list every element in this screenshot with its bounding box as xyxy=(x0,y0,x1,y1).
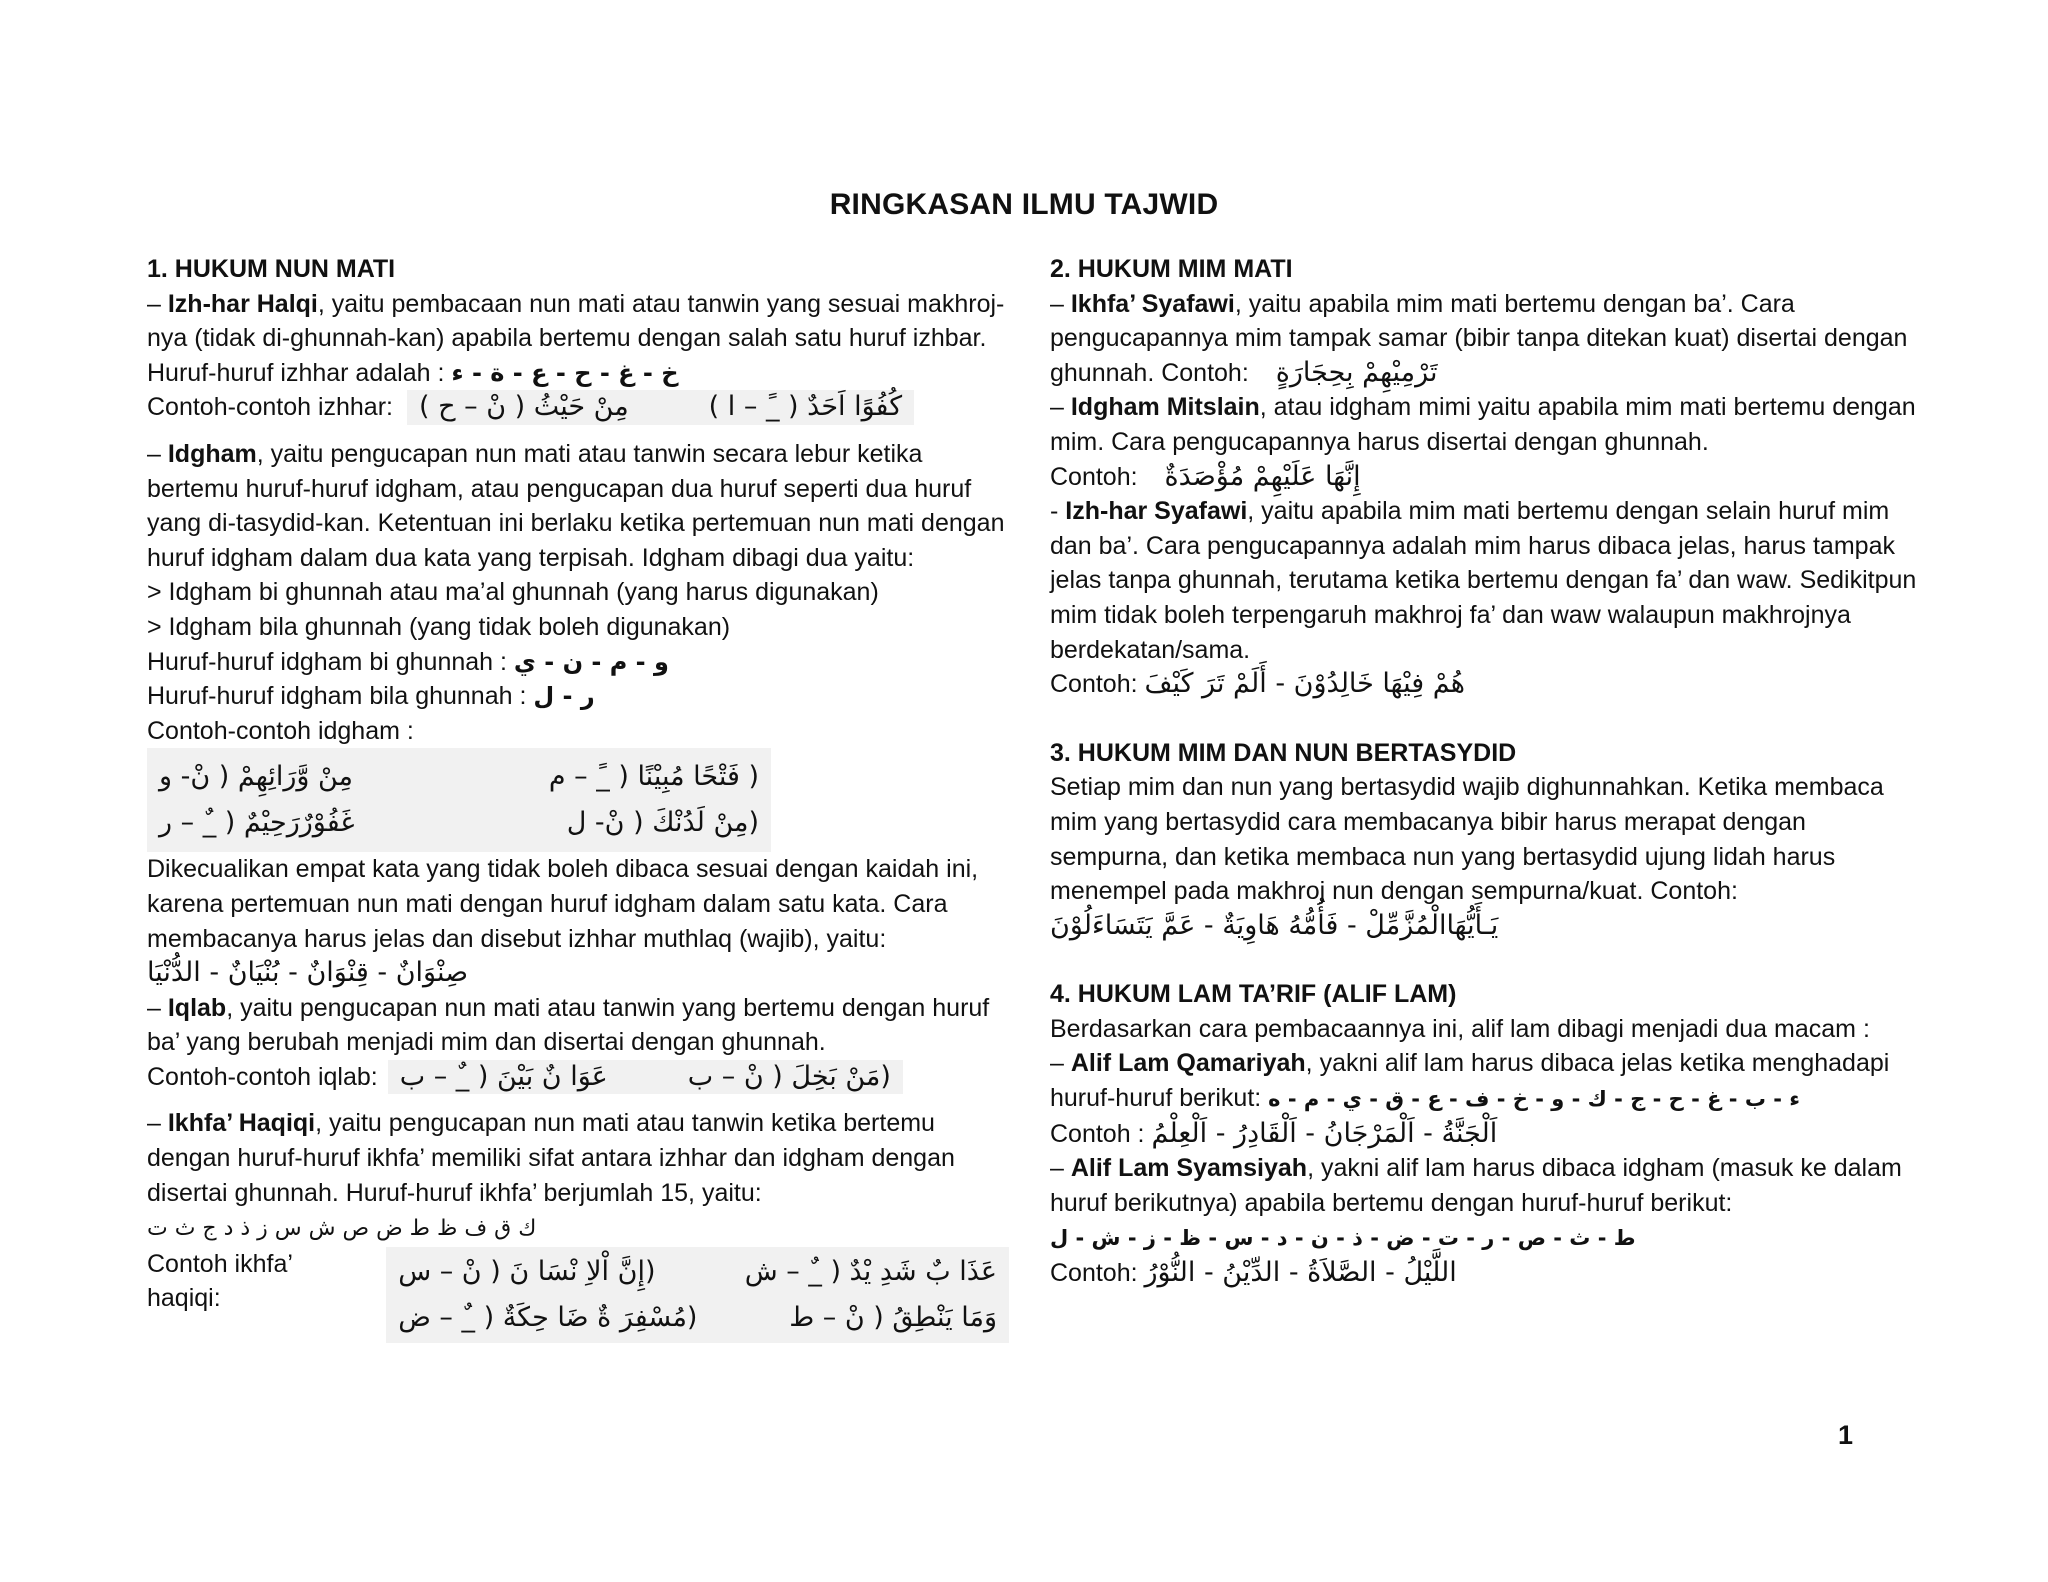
izhar-syafawi-paragraph: - Izh-har Syafawi, yaitu apabila mim mati bertemu dengan selain huruf mim dan ba’. Cara pengucapannya adalah mim harus dibaca jelas, harus tampak jelas tanpa ghunnah, terutama ketika bertemu dengan fa’ dan waw. Sedikitpun mim tidak boleh terpengaruh makhroj fa’ dan waw walaupun makhrojnya berdekatan/sama. xyxy=(1050,497,1917,664)
idgham-bila-ghunnah-line: Huruf-huruf idgham bila ghunnah : ر - ل xyxy=(147,679,1009,714)
izhar-examples-box xyxy=(407,390,914,425)
izhar-examples-line: Contoh-contoh izhhar: مِنْ حَيْثُ ( نْ – ح ) كُفُوًا اَحَدٌ ( _ً – ا ) xyxy=(147,390,1009,425)
syamsiyah-letters: ط - ث - ص - ر - ت - ض - ذ - ن - د - س - ظ - ز - ش - ل xyxy=(1050,1226,1636,1251)
ikhfa-examples-line: Contoh ikhfa’ haqiqi: (إِنَّ اْلاِ نْسَا نَ ( نْ – س عَذَا بٌ شَدِ يْدٌ ( _ٌ – ش (مُسْفِرَ ةٌ ضَا حِكَةٌ ( _ٌ – ض وَمَا يَنْطِقُ ( نْ – ط xyxy=(147,1247,1009,1343)
idgham-exception-words: صِنْوَانٌ - قِنْوَانٌ - بُنْيَانٌ - الدُّنْيَا xyxy=(147,957,469,989)
qamariyah-term: Alif Lam Qamariyah xyxy=(1070,1049,1306,1078)
syamsiyah-paragraph: – Alif Lam Syamsiyah, yakni alif lam harus dibaca idgham (masuk ke dalam huruf berikutnya) apabila bertemu dengan huruf-huruf berikut: xyxy=(1050,1154,1902,1217)
idgham-examples-box xyxy=(147,748,771,852)
idgham-example-3: غَفُوْرٌرَحِيْمٌ ( _ٌ – ر xyxy=(159,807,355,839)
idgham-example-4: (مِنْ لَدُنْكَ ( نْ- ل xyxy=(566,807,759,839)
syamsiyah-letters-line xyxy=(1050,1220,1930,1256)
bertasydid-example: يَـأَيُّهَاالْمُزَّمِّلْ - فَأُمُّهُ هَاوِيَةٌ - عَمَّ يَتَسَاءَلُوْنَ xyxy=(1050,909,1499,941)
ikhfa-example-4: وَمَا يَنْطِقُ ( نْ – ط xyxy=(789,1301,997,1333)
iqlab-example-2: (مَنْ بَخِلَ ( نْ – ب xyxy=(687,1060,891,1092)
idgham-term: Idgham xyxy=(167,439,257,468)
izhar-letters: خ - غ - ح - ع - ة - ء xyxy=(451,358,679,387)
idgham-bila-ghunnah-letters: ر - ل xyxy=(533,682,595,711)
page-number: 1 xyxy=(1838,1420,1854,1450)
bertasydid-example-line xyxy=(1050,909,1930,944)
idgham-paragraph: – Idgham, yaitu pengucapan nun mati atau tanwin secara lebur ketika bertemu huruf-huruf idgham, atau pengucapan dua huruf seperti dua huruf yang di-tasydid-kan. Ketentuan ini berlaku ketika pertemuan nun mati dengan huruf idgham dalam dua kata yang terpisah. Idgham dibagi dua yaitu: xyxy=(147,439,1005,572)
iqlab-paragraph: – Iqlab, yaitu pengucapan nun mati atau tanwin yang bertemu dengan huruf ba’ yang berubah menjadi mim dan disertai dengan ghunnah. xyxy=(147,993,990,1057)
ikhfa-syafawi-example: تَرْمِيْهِمْ بِحِجَارَةٍ xyxy=(1275,356,1438,388)
ikhfa-term: Ikhfa’ Haqiqi xyxy=(167,1109,316,1138)
ikhfa-syafawi-term: Ikhfa’ Syafawi xyxy=(1070,289,1235,318)
idgham-exception: Dikecualikan empat kata yang tidak boleh dibaca sesuai dengan kaidah ini, karena pertemuan nun mati dengan huruf idgham dalam satu kata. Cara membacanya harus jelas dan disebut izhhar muthlaq (wajib), yaitu: xyxy=(147,855,979,953)
izhar-term: Izh-har Halqi xyxy=(167,289,318,318)
izhar-syafawi-example-line: Contoh: هُمْ فِيْهَا خَالِدُوْنَ - أَلَمْ تَرَ كَيْفَ xyxy=(1050,667,1930,702)
izhar-syafawi-example: هُمْ فِيْهَا خَالِدُوْنَ - أَلَمْ تَرَ كَيْفَ xyxy=(1144,668,1465,700)
iqlab-examples-box xyxy=(388,1060,903,1095)
bertasydid-paragraph: Setiap mim dan nun yang bertasydid wajib dighunnahkan. Ketika membaca mim yang bertasydid cara membacanya bibir harus merapat dengan sempurna, dan ketika membaca nun yang bertasydid ujung lidah harus menempel pada makhroj nun dengan sempurna/kuat. Contoh: xyxy=(1050,773,1884,906)
ikhfa-syafawi-paragraph: – Ikhfa’ Syafawi, yaitu apabila mim mati bertemu dengan ba’. Cara pengucapannya mim tampak samar (bibir tanpa ditekan kuat) disertai dengan ghunnah. Contoh: تَرْمِيْهِمْ بِحِجَارَةٍ xyxy=(1050,287,1930,391)
idgham-mitslain-paragraph: – Idgham Mitslain, atau idgham mimi yaitu apabila mim mati bertemu dengan mim. Cara pengucapannya harus disertai dengan ghunnah. xyxy=(1050,393,1916,456)
idgham-mitslain-example: إِنَّهَا عَلَيْهِمْ مُؤْصَدَةٌ xyxy=(1164,460,1361,492)
idgham-mitslain-term: Idgham Mitslain xyxy=(1070,393,1260,422)
qamariyah-example-line: Contoh : اَلْجَنَّةُ - اَلْمَرْجَانُ - اَلْقَادِرُ - اَلْعِلْمُ xyxy=(1050,1117,1930,1152)
idgham-bi-ghunnah-letters: و - م - ن - ي xyxy=(513,647,669,676)
ikhfa-letters: ك ق ف ظ ط ض ص ش س ز ذ د ج ث ت xyxy=(147,1216,537,1242)
idgham-example-2: ( فَتْحًا مُبِيْنًا ( _ً – م xyxy=(548,761,759,793)
idgham-exception-words-line xyxy=(147,956,1009,991)
ikhfa-examples-box xyxy=(386,1247,1009,1343)
page-title: RINGKASAN ILMU TAJWID xyxy=(829,188,1219,221)
section-heading-bertasydid: 3. HUKUM MIM DAN NUN BERTASYDID xyxy=(1050,738,1517,767)
section-heading-mim-mati: 2. HUKUM MIM MATI xyxy=(1050,255,1293,283)
qamariyah-paragraph: – Alif Lam Qamariyah, yakni alif lam harus dibaca jelas ketika menghadapi huruf-huruf berikut: ء - ب - غ - ح - ج - ك - و - خ - ف - ع - ق - ي - م - ه xyxy=(1050,1046,1930,1116)
idgham-examples-label: Contoh-contoh idgham : xyxy=(147,716,414,745)
izhar-example-2: كُفُوًا اَحَدٌ ( _ً – ا ) xyxy=(708,391,903,423)
qamariyah-letters: ء - ب - غ - ح - ج - ك - و - خ - ف - ع - ق - ي - م - ه xyxy=(1268,1087,1801,1112)
izhar-syafawi-term: Izh-har Syafawi xyxy=(1065,497,1248,526)
iqlab-examples-line: Contoh-contoh iqlab: عَوَا نٌ بَيْنَ ( _ٌ – ب (مَنْ بَخِلَ ( نْ – ب xyxy=(147,1060,1009,1095)
lam-tarif-intro: Berdasarkan cara pembacaannya ini, alif lam dibagi menjadi dua macam : xyxy=(1050,1014,1870,1043)
idgham-type-2: > Idgham bila ghunnah (yang tidak boleh digunakan) xyxy=(147,612,731,641)
idgham-type-1: > Idgham bi ghunnah atau ma’al ghunnah (yang harus digunakan) xyxy=(147,578,879,607)
ikhfa-example-1: (إِنَّ اْلاِ نْسَا نَ ( نْ – س xyxy=(398,1255,656,1287)
iqlab-term: Iqlab xyxy=(167,993,227,1022)
section-heading-nun-mati: 1. HUKUM NUN MATI xyxy=(147,255,396,283)
idgham-mitslain-example-line: Contoh: إِنَّهَا عَلَيْهِمْ مُؤْصَدَةٌ xyxy=(1050,460,1930,495)
iqlab-example-1: عَوَا نٌ بَيْنَ ( _ٌ – ب xyxy=(399,1060,608,1092)
syamsiyah-example-line: Contoh: اللَّيْلُ - الصَّلاَةُ - الدِّيْنُ - النُّوْرُ xyxy=(1050,1256,1930,1291)
izhar-example-1: مِنْ حَيْثُ ( نْ – ح ) xyxy=(418,391,629,423)
left-column xyxy=(147,252,1009,1343)
syamsiyah-example: اللَّيْلُ - الصَّلاَةُ - الدِّيْنُ - النُّوْرُ xyxy=(1144,1257,1457,1289)
qamariyah-example: اَلْجَنَّةُ - اَلْمَرْجَانُ - اَلْقَادِرُ - اَلْعِلْمُ xyxy=(1151,1117,1498,1149)
ikhfa-example-2: عَذَا بٌ شَدِ يْدٌ ( _ٌ – ش xyxy=(744,1255,997,1287)
right-column xyxy=(1050,252,1930,1291)
ikhfa-paragraph: – Ikhfa’ Haqiqi, yaitu pengucapan nun mati atau tanwin ketika bertemu dengan huruf-huruf ikhfa’ memiliki sifat antara izhhar dan idgham dengan disertai ghunnah. Huruf-huruf ikhfa’ berjumlah 15, yaitu: xyxy=(147,1109,955,1207)
idgham-example-1: مِنْ وَّرَائِهِمْ ( نْ- و xyxy=(159,761,353,793)
ikhfa-example-3: (مُسْفِرَ ةٌ ضَا حِكَةٌ ( _ٌ – ض xyxy=(398,1301,698,1333)
idgham-bi-ghunnah-line: Huruf-huruf idgham bi ghunnah : و - م - ن - ي xyxy=(147,645,1009,680)
syamsiyah-term: Alif Lam Syamsiyah xyxy=(1070,1154,1308,1183)
section-heading-lam-tarif: 4. HUKUM LAM TA’RIF (ALIF LAM) xyxy=(1050,980,1457,1009)
izhar-letters-line: Huruf-huruf izhhar adalah : خ - غ - ح - ع - ة - ء xyxy=(147,356,1009,391)
ikhfa-letters-line xyxy=(147,1210,1009,1247)
izhar-paragraph: – Izh-har Halqi, yaitu pembacaan nun mati atau tanwin yang sesuai makhroj-nya (tidak di-ghunnah-kan) apabila bertemu dengan salah satu huruf izhbar. xyxy=(147,289,1005,353)
